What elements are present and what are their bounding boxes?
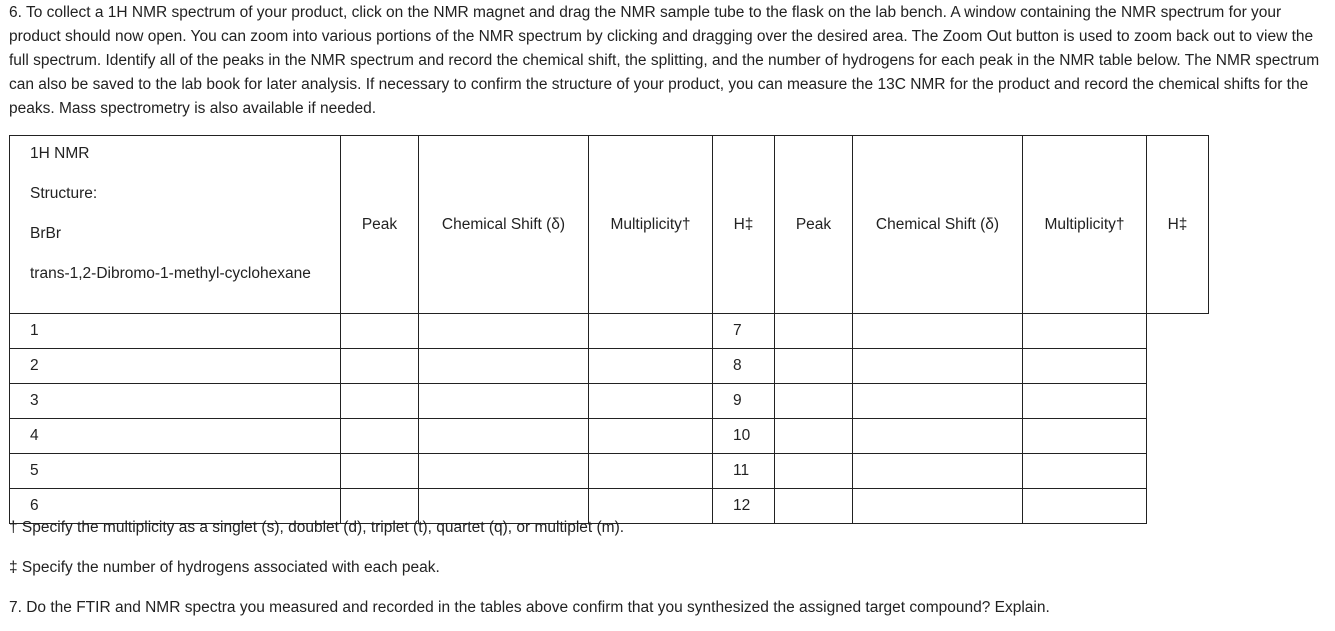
multiplicity-input-2[interactable] [1023, 314, 1147, 349]
peak-input-2[interactable] [775, 384, 853, 419]
shift-input[interactable] [419, 454, 589, 489]
empty-cell [1147, 419, 1209, 454]
header-hydrogens-2: H‡ [1147, 136, 1209, 314]
nmr-title: 1H NMR [30, 145, 90, 162]
multiplicity-input[interactable] [589, 419, 713, 454]
row-number: 1 [10, 314, 341, 349]
shift-input-2[interactable] [853, 349, 1023, 384]
peak-input[interactable] [341, 314, 419, 349]
table-row [10, 454, 1209, 489]
shift-input[interactable] [419, 384, 589, 419]
table-row [10, 314, 1209, 349]
peak-input-2[interactable] [775, 314, 853, 349]
shift-input-2[interactable] [853, 489, 1023, 524]
header-chemical-shift: Chemical Shift (δ) [419, 136, 589, 314]
row-number: 6 [10, 489, 341, 524]
row-number-2: 10 [713, 419, 775, 454]
multiplicity-input-2[interactable] [1023, 454, 1147, 489]
multiplicity-input-2[interactable] [1023, 349, 1147, 384]
row-number: 3 [10, 384, 341, 419]
structure-label: Structure: [30, 185, 98, 202]
table-row [10, 419, 1209, 454]
row-number: 2 [10, 349, 341, 384]
row-number-2: 11 [713, 454, 775, 489]
shift-input-2[interactable] [853, 419, 1023, 454]
table-header-row [10, 136, 1209, 314]
shift-input-2[interactable] [853, 454, 1023, 489]
instructions-paragraph: 6. To collect a 1H NMR spectrum of your product, click on the NMR magnet and drag the NMR sample tube to the flask on the lab bench. A window containing the NMR spectrum for your product should now open. You can zoom into various portions of the NMR spectrum by clicking and dragging over the desired area. The Zoom Out button is used to zoom back out to view the full spectrum. Identify all of the peaks in the NMR spectrum and record the chemical shift, the splitting, and the number of hydrogens for each peak in the NMR table below. The NMR spectrum can also be saved to the lab book for later analysis. If necessary to confirm the structure of your product, you can measure the 13C NMR for the product and record the chemical shifts for the peaks. Mass spectrometry is also available if needed. [9, 4, 1320, 117]
row-number: 4 [10, 419, 341, 454]
peak-input[interactable] [341, 419, 419, 454]
structure-cell [10, 136, 341, 314]
peak-input[interactable] [341, 454, 419, 489]
question-7: 7. Do the FTIR and NMR spectra you measured and recorded in the tables above confirm that you synthesized the assigned target compound? Explain. [9, 599, 1050, 616]
row-number-2: 8 [713, 349, 775, 384]
structure-formula: BrBr [30, 225, 61, 242]
multiplicity-input-2[interactable] [1023, 489, 1147, 524]
empty-cell [1147, 384, 1209, 419]
multiplicity-input[interactable] [589, 384, 713, 419]
peak-input-2[interactable] [775, 454, 853, 489]
multiplicity-input-2[interactable] [1023, 419, 1147, 454]
multiplicity-input[interactable] [589, 314, 713, 349]
row-number-2: 12 [713, 489, 775, 524]
peak-input-2[interactable] [775, 349, 853, 384]
header-hydrogens: H‡ [713, 136, 775, 314]
peak-input-2[interactable] [775, 489, 853, 524]
nmr-table [9, 135, 1209, 524]
shift-input[interactable] [419, 349, 589, 384]
table-row [10, 349, 1209, 384]
empty-cell [1147, 314, 1209, 349]
peak-input-2[interactable] [775, 419, 853, 454]
header-multiplicity: Multiplicity† [589, 136, 713, 314]
peak-input[interactable] [341, 349, 419, 384]
shift-input[interactable] [419, 419, 589, 454]
empty-cell [1147, 489, 1209, 524]
header-peak-2: Peak [775, 136, 853, 314]
multiplicity-input[interactable] [589, 349, 713, 384]
shift-input[interactable] [419, 314, 589, 349]
shift-input-2[interactable] [853, 314, 1023, 349]
multiplicity-input-2[interactable] [1023, 384, 1147, 419]
shift-input-2[interactable] [853, 384, 1023, 419]
compound-name: trans-1,2-Dibromo-1-methyl-cyclohexane [30, 265, 311, 282]
footnote-hydrogens: ‡ Specify the number of hydrogens associated with each peak. [9, 559, 440, 576]
header-chemical-shift-2: Chemical Shift (δ) [853, 136, 1023, 314]
table-row [10, 384, 1209, 419]
footnote-multiplicity: † Specify the multiplicity as a singlet (s), doublet (d), triplet (t), quartet (q), or multiplet (m). [9, 519, 625, 536]
row-number-2: 9 [713, 384, 775, 419]
multiplicity-input[interactable] [589, 454, 713, 489]
empty-cell [1147, 349, 1209, 384]
row-number-2: 7 [713, 314, 775, 349]
peak-input[interactable] [341, 384, 419, 419]
row-number: 5 [10, 454, 341, 489]
header-multiplicity-2: Multiplicity† [1023, 136, 1147, 314]
header-peak: Peak [341, 136, 419, 314]
empty-cell [1147, 454, 1209, 489]
